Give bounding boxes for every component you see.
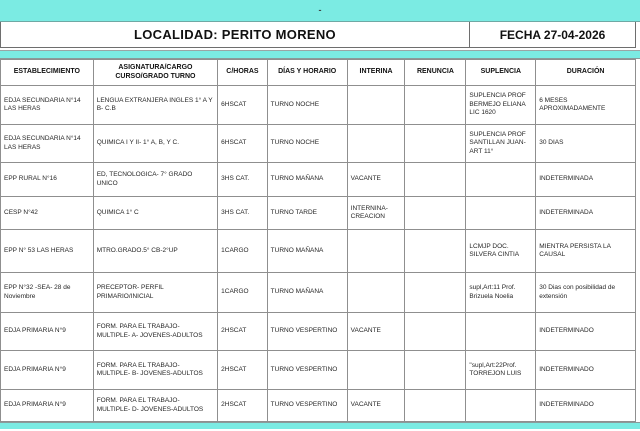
cell-suplencia [466, 313, 536, 351]
cell-duracion: INDETERMINADA [536, 163, 636, 197]
localidad-title: LOCALIDAD: PERITO MORENO [1, 22, 470, 47]
cell-duracion: INDETERMINADO [536, 390, 636, 422]
table-row [1, 86, 636, 125]
cell-asignatura: FORM. PARA EL TRABAJO- MULTIPLE- A- JOVENES-ADULTOS [93, 313, 217, 351]
cell-suplencia [466, 163, 536, 197]
cell-asignatura: MTRO.GRADO.5° CB-2°UP [93, 230, 217, 273]
column-header-duracion: DURACIÓN [536, 60, 636, 86]
title-row [0, 22, 636, 48]
cell-renuncia [405, 163, 466, 197]
cell-dias: TURNO MAÑANA [267, 163, 347, 197]
cell-dias: TURNO MAÑANA [267, 273, 347, 313]
cell-establecimiento: EDJA PRIMARIA N°9 [1, 390, 94, 422]
cell-horas: 2HSCAT [218, 351, 268, 390]
top-teal-band [0, 0, 640, 22]
cell-dias: TURNO NOCHE [267, 86, 347, 125]
cell-dias: TURNO NOCHE [267, 125, 347, 163]
cell-horas: 6HSCAT [218, 125, 268, 163]
cell-establecimiento: EDJA SECUNDARIA N°14 LAS HERAS [1, 86, 94, 125]
table-row [1, 197, 636, 230]
cell-renuncia [405, 313, 466, 351]
header-row [1, 60, 636, 86]
schedule-table [0, 59, 636, 422]
cell-horas: 3HS CAT. [218, 197, 268, 230]
cell-suplencia: "supl,Art:22Prof. TORREJON LUIS [466, 351, 536, 390]
cell-duracion: MIENTRA PERSISTA LA CAUSAL [536, 230, 636, 273]
cell-dias: TURNO VESPERTINO [267, 390, 347, 422]
cell-renuncia [405, 230, 466, 273]
mid-teal-band [0, 50, 640, 59]
cell-asignatura: LENGUA EXTRANJERA INGLES 1° A Y B- C.B [93, 86, 217, 125]
cell-renuncia [405, 86, 466, 125]
cell-duracion: INDETERMINADA [536, 197, 636, 230]
cell-suplencia [466, 390, 536, 422]
cell-establecimiento: EDJA PRIMARIA N°9 [1, 351, 94, 390]
cell-renuncia [405, 197, 466, 230]
column-header-suplencia: SUPLENCIA [466, 60, 536, 86]
table-row [1, 125, 636, 163]
cell-suplencia: supl,Art:11 Prof. Brizuela Noelia [466, 273, 536, 313]
cell-interina [347, 125, 405, 163]
column-header-establecimiento: ESTABLECIMIENTO [1, 60, 94, 86]
cell-renuncia [405, 351, 466, 390]
cell-establecimiento: EPP N° 53 LAS HERAS [1, 230, 94, 273]
cell-duracion: INDETERMINADO [536, 313, 636, 351]
table-header [1, 60, 636, 86]
cell-dias: TURNO MAÑANA [267, 230, 347, 273]
table-row [1, 230, 636, 273]
cell-horas: 3HS CAT. [218, 163, 268, 197]
cell-horas: 1CARGO [218, 230, 268, 273]
cell-establecimiento: EDJA PRIMARIA N°9 [1, 313, 94, 351]
cell-interina [347, 230, 405, 273]
column-header-dias: DÍAS Y HORARIO [267, 60, 347, 86]
table-row [1, 163, 636, 197]
table-row [1, 273, 636, 313]
cell-dias: TURNO VESPERTINO [267, 351, 347, 390]
cell-horas: 6HSCAT [218, 86, 268, 125]
column-header-asignatura: ASIGNATURA/CARGO CURSO/GRADO TURNO [93, 60, 217, 86]
cell-renuncia [405, 125, 466, 163]
cell-asignatura: ED, TECNOLOGICA- 7° GRADO UNICO [93, 163, 217, 197]
cell-establecimiento: EDJA SECUNDARIA N°14 LAS HERAS [1, 125, 94, 163]
column-header-renuncia: RENUNCIA [405, 60, 466, 86]
cell-interina: INTERNINA- CREACION [347, 197, 405, 230]
cell-renuncia [405, 273, 466, 313]
cell-asignatura: PRECEPTOR- PERFIL PRIMARIO/INICIAL [93, 273, 217, 313]
table-row [1, 313, 636, 351]
cell-interina [347, 86, 405, 125]
cell-establecimiento: EPP N°32 -SEA- 28 de Noviembre [1, 273, 94, 313]
cell-asignatura: FORM. PARA EL TRABAJO- MULTIPLE- B- JOVENES-ADULTOS [93, 351, 217, 390]
cell-establecimiento: CESP N°42 [1, 197, 94, 230]
cell-duracion: INDETERMINADO [536, 351, 636, 390]
cell-asignatura: QUIMICA 1° C [93, 197, 217, 230]
bottom-teal-band [0, 422, 640, 429]
cell-suplencia: SUPLENCIA PROF SANTILLAN JUAN- ART 11° [466, 125, 536, 163]
cell-suplencia: SUPLENCIA PROF BERMEJO ELIANA LIC 1620 [466, 86, 536, 125]
cell-horas: 2HSCAT [218, 390, 268, 422]
cell-suplencia [466, 197, 536, 230]
cell-renuncia [405, 390, 466, 422]
column-header-interina: INTERINA [347, 60, 405, 86]
cell-establecimiento: EPP RURAL N°16 [1, 163, 94, 197]
cell-interina: VACANTE [347, 313, 405, 351]
cell-interina: VACANTE [347, 390, 405, 422]
cell-horas: 2HSCAT [218, 313, 268, 351]
cell-suplencia: LCMJP DOC. SILVERA CINTIA [466, 230, 536, 273]
cell-dias: TURNO TARDE [267, 197, 347, 230]
column-header-horas: C/HORAS [218, 60, 268, 86]
table-body [1, 86, 636, 422]
cell-interina [347, 351, 405, 390]
fecha-label: FECHA 27-04-2026 [499, 27, 606, 42]
table-row [1, 351, 636, 390]
cell-duracion: 6 MESES APROXIMADAMENTE [536, 86, 636, 125]
cell-interina [347, 273, 405, 313]
cell-horas: 1CARGO [218, 273, 268, 313]
cell-duracion: 30 Dias con posibilidad de extensión [536, 273, 636, 313]
cell-duracion: 30 DIAS [536, 125, 636, 163]
cell-asignatura: FORM. PARA EL TRABAJO- MULTIPLE- D- JOVENES-ADULTOS [93, 390, 217, 422]
cell-interina: VACANTE [347, 163, 405, 197]
table-row [1, 390, 636, 422]
cell-asignatura: QUIMICA I Y II- 1° A, B, Y C. [93, 125, 217, 163]
top-dash: - [318, 5, 322, 15]
cell-dias: TURNO VESPERTINO [267, 313, 347, 351]
